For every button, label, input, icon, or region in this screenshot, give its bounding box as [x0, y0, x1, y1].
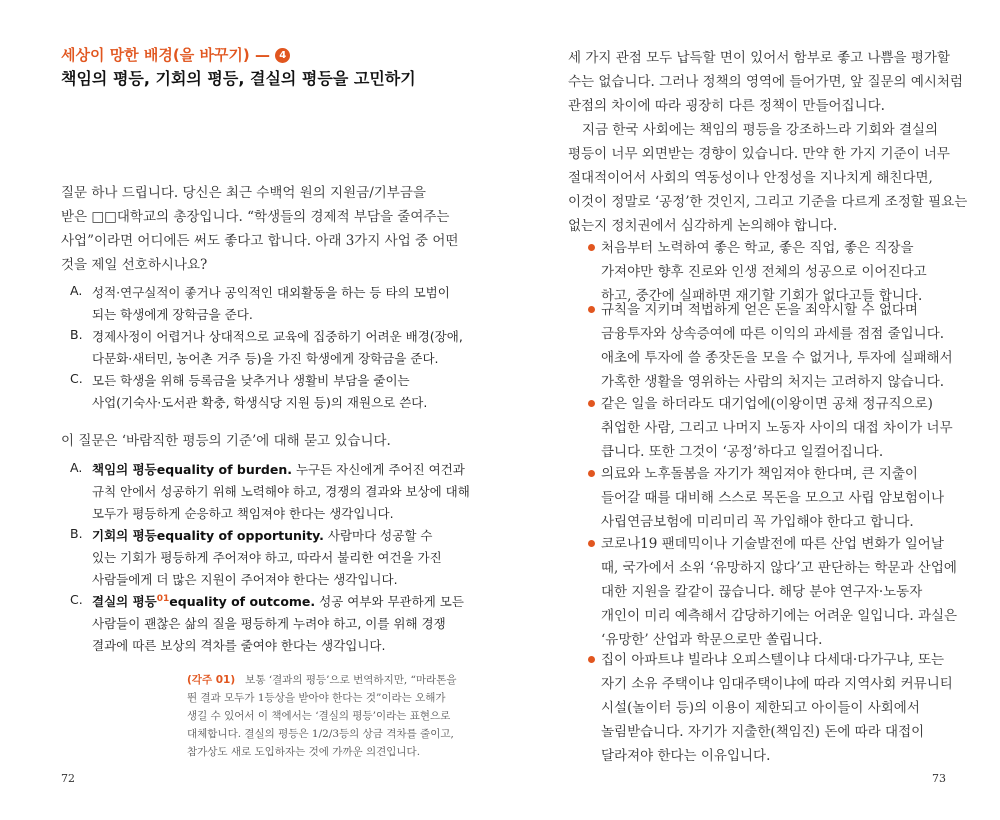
bullet-line: 놀림받습니다. 자기가 지출한(책임진) 돈에 따라 대접이 — [601, 724, 925, 740]
paragraph-line: 절대적이어서 사회의 역동성이나 안정성을 지나치게 해친다면, — [568, 170, 933, 186]
bullet-dot — [588, 470, 595, 477]
definition-line: 사람들이 괜찮은 삶의 질을 평등하게 누려야 하고, 이를 위해 경쟁 — [92, 616, 446, 631]
intro-line: 것을 제일 선호하시나요? — [61, 257, 208, 273]
definition-line: 규칙 안에서 성공하기 위해 노력해야 하고, 경쟁의 결과와 보상에 대해 — [92, 484, 470, 499]
intro-line: 사업”이라면 어디에든 써도 좋다고 합니다. 아래 3가지 사업 중 어떤 — [61, 233, 459, 249]
intro-line: 질문 하나 드립니다. 당신은 최근 수백억 원의 지원금/기부금을 — [61, 185, 426, 201]
bullet-line: 코로나19 팬데믹이나 기술발전에 따른 산업 변화가 일어날 — [601, 536, 944, 552]
definition-marker: B. — [70, 526, 83, 541]
option-line: 성적·연구실적이 좋거나 공익적인 대외활동을 하는 등 타의 모범이 — [92, 285, 450, 300]
bullet-line: 의료와 노후돌봄을 자기가 책임져야 한다며, 큰 지출이 — [601, 466, 918, 482]
page-number: 72 — [61, 772, 75, 785]
bullet-line: 집이 아파트냐 빌라냐 오피스텔이냐 다세대·다가구냐, 또는 — [601, 652, 945, 668]
footnote-line: 뛴 결과 모두가 1등상을 받아야 한다는 것”이라는 오해가 — [187, 692, 446, 704]
option-marker: C. — [70, 371, 83, 386]
paragraph-line: 없는지 정치권에서 심각하게 논의해야 합니다. — [568, 218, 838, 234]
footnote-line: (각주 01) 보통 ‘결과의 평등’으로 번역하지만, “마라톤을 — [187, 674, 457, 686]
paragraph-line: 지금 한국 사회에는 책임의 평등을 강조하느라 기회와 결실의 — [582, 122, 939, 138]
paragraph-line: 평등이 너무 외면받는 경향이 있습니다. 만약 한 가지 기준이 너무 — [568, 146, 950, 162]
option-line: 모든 학생을 위해 등록금을 낮추거나 생활비 부담을 줄이는 — [92, 373, 410, 388]
definition-term: 결실의 평등 — [92, 594, 157, 609]
option-line: 다문화·새터민, 농어촌 거주 등)을 가진 학생에게 장학금을 준다. — [92, 351, 439, 366]
bullet-dot — [588, 540, 595, 547]
bullet-line: ‘유망한’ 산업과 학문으로만 쏠립니다. — [601, 632, 823, 648]
paragraph-line: 관점의 차이에 따라 굉장히 다른 정책이 만들어집니다. — [568, 98, 885, 114]
paragraph-line: 수는 없습니다. 그러나 정책의 영역에 들어가면, 앞 질문의 예시처럼 — [568, 74, 964, 90]
option-marker: A. — [70, 283, 83, 298]
definition-line: 모두가 평등하게 순응하고 책임져야 한다는 생각입니다. — [92, 506, 394, 521]
bullet-line: 사립연금보험에 미리미리 꼭 가입해야 한다고 합니다. — [601, 514, 914, 530]
option-line: 경제사정이 어렵거나 상대적으로 교육에 집중하기 어려운 배경(장애, — [92, 329, 463, 344]
definition-term: 책임의 평등equality of burden. — [92, 462, 292, 477]
bullet-dot — [588, 400, 595, 407]
bullet-line: 자기 소유 주택이냐 임대주택이냐에 따라 지역사회 커뮤니티 — [601, 676, 953, 692]
option-line: 사업(기숙사·도서관 확충, 학생식당 지원 등)의 재원으로 쓴다. — [92, 395, 428, 410]
definition-line: 사람들에게 더 많은 지원이 주어져야 한다는 생각입니다. — [92, 572, 398, 587]
paragraph-line: 이것이 정말로 ‘공정’한 것인지, 그리고 기준을 다르게 조정할 필요는 — [568, 194, 968, 210]
definition-line: 결실의 평등$^{01}$equality of outcome. 성공 여부와 무관하게 모든 — [92, 594, 464, 609]
definition-line: 책임의 평등equality of burden. 누구든 자신에게 주어진 여건과 — [92, 462, 465, 477]
bullet-line: 처음부터 노력하여 좋은 학교, 좋은 직업, 좋은 직장을 — [601, 240, 914, 256]
bullet-line: 개인이 미리 예측해서 감당하기에는 어려운 일입니다. 과실은 — [601, 608, 958, 624]
bullet-line: 대한 지원을 칼같이 끊습니다. 해당 분야 연구자·노동자 — [601, 584, 923, 600]
right-page — [500, 0, 1000, 820]
footnote-line: 대체합니다. 결실의 평등은 1/2/3등의 상금 격차를 줄이고, — [187, 728, 454, 740]
bullet-line: 하고, 중간에 실패하면 재기할 기회가 없다고들 합니다. — [601, 288, 923, 304]
question-text: 이 질문은 ‘바람직한 평등의 기준’에 대해 묻고 있습니다. — [61, 433, 391, 449]
definition-line: 기회의 평등equality of opportunity. 사람마다 성공할 수 — [92, 528, 433, 543]
definition-marker: A. — [70, 460, 83, 475]
bullet-dot — [588, 306, 595, 313]
footnote-line: 참가상도 새로 도입하자는 것에 가까운 의견입니다. — [187, 746, 421, 758]
definition-marker: C. — [70, 592, 83, 607]
paragraph-line: 세 가지 관점 모두 납득할 면이 있어서 함부로 좋고 나쁨을 평가할 — [568, 50, 950, 66]
definition-line: 있는 기회가 평등하게 주어져야 하고, 따라서 불리한 여건을 가진 — [92, 550, 442, 565]
bullet-line: 같은 일을 하더라도 대기업에(이왕이면 공채 정규직으로) — [601, 396, 933, 412]
bullet-line: 시설(놀이터 등)의 이용이 제한되고 아이들이 사회에서 — [601, 700, 920, 716]
bullet-line: 취업한 사람, 그리고 나머지 노동자 사이의 대접 차이가 너무 — [601, 420, 953, 436]
bullet-line: 때, 국가에서 소위 ‘유망하지 않다’고 판단하는 학문과 산업에 — [601, 560, 957, 576]
definition-line: 결과에 따른 보상의 격차를 줄여야 한다는 생각입니다. — [92, 638, 386, 653]
bullet-line: 금융투자와 상속증여에 따른 이익의 과세를 점점 줄입니다. — [601, 326, 945, 342]
option-line: 되는 학생에게 장학금을 준다. — [92, 307, 253, 322]
bullet-line: 들어갈 때를 대비해 스스로 목돈을 모으고 사립 암보험이나 — [601, 490, 945, 506]
bullet-line: 큽니다. 또한 그것이 ‘공정’하다고 일컬어집니다. — [601, 444, 884, 460]
bullet-line: 가져야만 향후 진로와 인생 전체의 성공으로 이어진다고 — [601, 264, 927, 280]
bullet-line: 가혹한 생활을 영위하는 사람의 처지는 고려하지 않습니다. — [601, 374, 945, 390]
bullet-line: 달라져야 한다는 이유입니다. — [601, 748, 771, 764]
option-marker: B. — [70, 327, 83, 342]
bullet-dot — [588, 244, 595, 251]
bullet-dot — [588, 656, 595, 663]
chapter-number-badge: 4 — [275, 48, 290, 63]
footnote-line: 생길 수 있어서 이 책에서는 ‘결실의 평등’이라는 표현으로 — [187, 710, 451, 722]
page-number: 73 — [932, 772, 946, 785]
footnote-ref: 01 — [156, 594, 170, 604]
footnote-label: (각주 01) — [187, 674, 236, 686]
bullet-line: 규칙을 지키며 적법하게 얻은 돈을 죄악시할 수 없다며 — [601, 302, 918, 318]
intro-line: 받은 □□대학교의 총장입니다. “학생들의 경제적 부담을 줄여주는 — [61, 209, 450, 225]
definition-term: 기회의 평등equality of opportunity. — [92, 528, 324, 543]
bullet-line: 애초에 투자에 쓸 종잣돈을 모을 수 없거나, 투자에 실패해서 — [601, 350, 953, 366]
section-title: 책임의 평등, 기회의 평등, 결실의 평등을 고민하기 — [61, 69, 416, 88]
section-kicker: 세상이 망한 배경(을 바꾸기) — 4 — [61, 44, 290, 65]
